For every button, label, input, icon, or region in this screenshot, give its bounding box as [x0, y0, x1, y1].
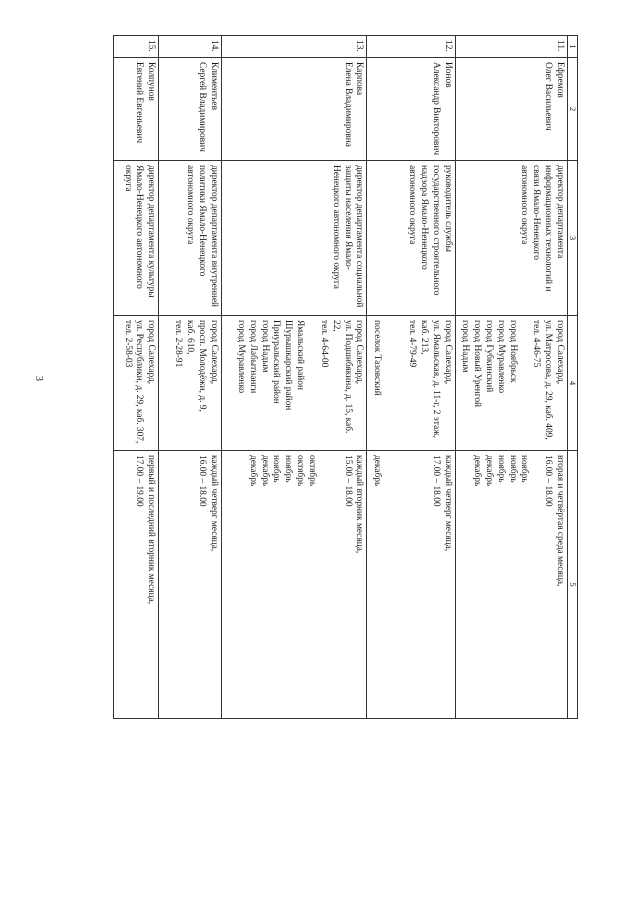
row-number: 13. [221, 36, 367, 58]
table-row [221, 36, 367, 719]
table-row [455, 36, 567, 719]
row-number: 15. [114, 36, 159, 58]
official-name: Карпова Елена Владимировна [221, 58, 367, 161]
table-row [114, 36, 159, 719]
rotated-table-container [113, 35, 578, 718]
reception-schedule: каждый четверг месяца, 16.00 – 18.00 [159, 451, 221, 719]
reception-location: город Салехард, ул. Матросова, д. 29, каб. 409, тел. 4-46-75 город Ноябрьск город Муравленко город Губкинский город Новый Уренгой город Надым [455, 316, 567, 451]
table-row [159, 36, 221, 719]
reception-location: город Салехард, просп. Молодёжи, д. 9, каб. 610, тел. 2-28-91 [159, 316, 221, 451]
reception-schedule: каждый вторник месяца, 15.00 – 18.00 октябрь октябрь ноябрь ноябрь декабрь декабрь [221, 451, 367, 719]
header-cell: 4 [567, 316, 577, 451]
official-position: директор департамента информационных технологий и связи Ямало-Ненецкого автономного округа [455, 161, 567, 316]
officials-schedule-table [113, 35, 578, 719]
header-cell: 3 [567, 161, 577, 316]
page-number: 3 [33, 376, 44, 381]
reception-schedule: каждый четверг месяца, 17.00 – 18.00 декабрь [367, 451, 455, 719]
reception-schedule: вторая и четвёртая среда месяца, 16.00 – 18.00 ноябрь ноябрь ноябрь декабрь декабрь [455, 451, 567, 719]
official-position: директор департамента культуры Ямало-Ненецкого автономного округа [114, 161, 159, 316]
official-name: Ефремов Олег Васильевич [455, 58, 567, 161]
official-position: директор департамента внутренней политики Ямало-Ненецкого автономного округа [159, 161, 221, 316]
row-number: 12. [367, 36, 455, 58]
reception-location: город Салехард, ул. Ямальская, д. 11-г, 2 этаж, каб. 213, тел. 4-79-49 поселок Тазовский [367, 316, 455, 451]
reception-location: город Салехард, ул. Республики, д. 29, каб. 307, тел. 2-58-03 [114, 316, 159, 451]
reception-location: город Салехард, ул. Подшибякина, д. 15, каб. 22, тел. 4-64-00 Ямальский район Шурышкарский район Приуральский район город Надым город Лабытнанги город Муравленко [221, 316, 367, 451]
row-number: 11. [455, 36, 567, 58]
header-cell: 1 [567, 36, 577, 58]
official-name: Колпунов Евгений Евгеньевич [114, 58, 159, 161]
official-position: директор департамента социальной защиты населения Ямало-Ненецкого автономного округа [221, 161, 367, 316]
table-header-row [567, 36, 577, 719]
official-position: руководитель службы государственного строительного надзора Ямало-Ненецкого автономного округа [367, 161, 455, 316]
reception-schedule: первый и последний вторник месяца, 17.00 – 19.00 [114, 451, 159, 719]
official-name: Ионов Александр Викторович [367, 58, 455, 161]
header-cell: 2 [567, 58, 577, 161]
header-cell: 5 [567, 451, 577, 719]
table-row [367, 36, 455, 719]
official-name: Климентьев Сергей Владимирович [159, 58, 221, 161]
row-number: 14. [159, 36, 221, 58]
